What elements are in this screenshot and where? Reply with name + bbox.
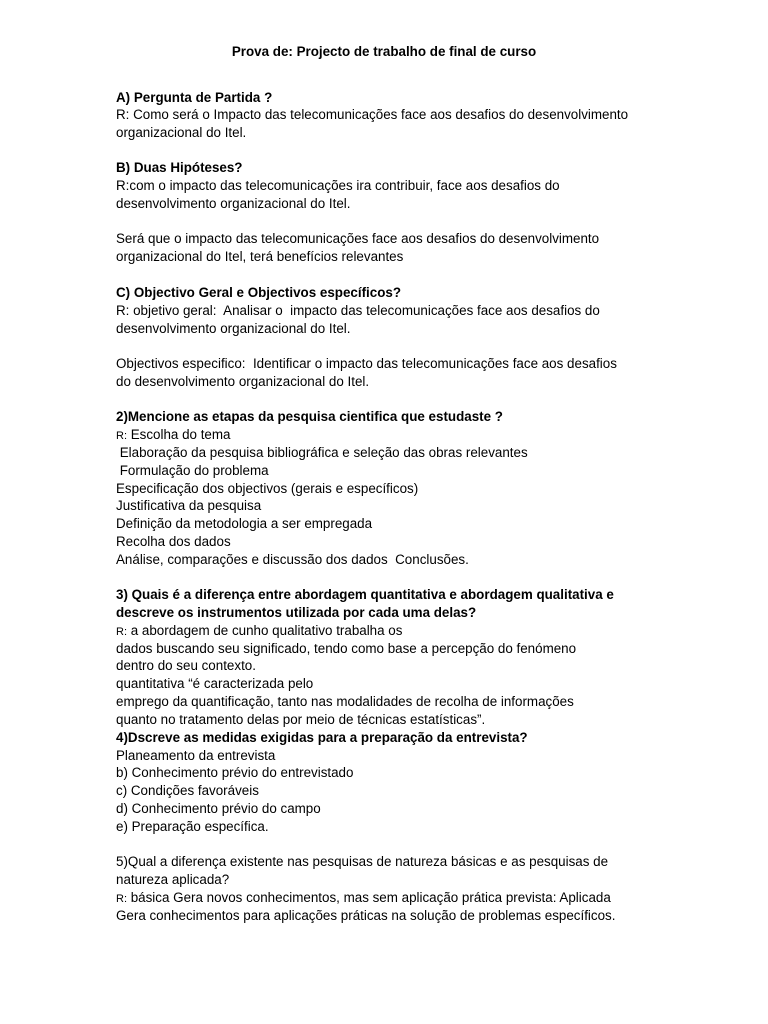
question-heading: A) Pergunta de Partida ? [116,90,273,105]
text-line: Análise, comparações e discussão dos dados Conclusões. [116,552,469,567]
text-line: Formulação do problema [116,463,269,478]
question-heading: 3) Quais é a diferença entre abordagem quantitativa e abordagem qualitativa e [116,587,614,602]
text-line: organizacional do Itel, terá benefícios relevantes [116,249,404,264]
text-line: dados buscando seu significado, tendo como base a percepção do fenómeno [116,641,577,656]
text-line: d) Conhecimento prévio do campo [116,801,321,816]
text-line: R: básica Gera novos conhecimentos, mas sem aplicação prática prevista: Aplicada [116,890,611,905]
text-line: emprego da quantificação, tanto nas modalidades de recolha de informações [116,694,574,709]
text-line: R:com o impacto das telecomunicações ira contribuir, face aos desafios do [116,178,560,193]
text-line: Gera conhecimentos para aplicações práticas na solução de problemas específicos. [116,908,616,923]
text-line: Recolha dos dados [116,534,231,549]
text-line: Definição da metodologia a ser empregada [116,516,373,531]
question-heading: 2)Mencione as etapas da pesquisa cientifica que estudaste ? [116,409,503,424]
text-line: Justificativa da pesquisa [116,498,262,513]
text-line: do desenvolvimento organizacional do Itel. [116,374,370,389]
text-line: b) Conhecimento prévio do entrevistado [116,765,354,780]
text-line: quantitativa “é caracterizada pelo [116,676,314,691]
question-heading: B) Duas Hipóteses? [116,160,243,175]
text-line: Objectivos especifico: Identificar o impacto das telecomunicações face aos desafios [116,356,617,371]
text-line: dentro do seu contexto. [116,658,256,673]
text-line: R: objetivo geral: Analisar o impacto das telecomunicações face aos desafios do [116,303,600,318]
question-heading: C) Objectivo Geral e Objectivos específicos? [116,285,402,300]
text-line: desenvolvimento organizacional do Itel. [116,321,351,336]
text-line: 5)Qual a diferença existente nas pesquisas de natureza básicas e as pesquisas de [116,854,609,869]
text-line: Especificação dos objectivos (gerais e específicos) [116,481,419,496]
text-line: natureza aplicada? [116,872,230,887]
text-line: Elaboração da pesquisa bibliográfica e seleção das obras relevantes [116,445,528,460]
text-line: e) Preparação específica. [116,819,269,834]
question-heading: descreve os instrumentos utilizada por cada uma delas? [116,605,477,620]
text-line: organizacional do Itel. [116,125,247,140]
question-heading: 4)Dscreve as medidas exigidas para a preparação da entrevista? [116,730,528,745]
text-line: R: Como será o Impacto das telecomunicações face aos desafios do desenvolvimento [116,107,629,122]
text-line: R: Escolha do tema [116,427,231,442]
text-line: quanto no tratamento delas por meio de técnicas estatísticas”. [116,712,486,727]
text-line: Planeamento da entrevista [116,748,276,763]
text-line: Será que o impacto das telecomunicações face aos desafios do desenvolvimento [116,231,600,246]
document-title: Prova de: Projecto de trabalho de final de curso [231,44,537,59]
text-line: R: a abordagem de cunho qualitativo trabalha os [116,623,403,638]
text-line: c) Condições favoráveis [116,783,259,798]
text-line: desenvolvimento organizacional do Itel. [116,196,351,211]
